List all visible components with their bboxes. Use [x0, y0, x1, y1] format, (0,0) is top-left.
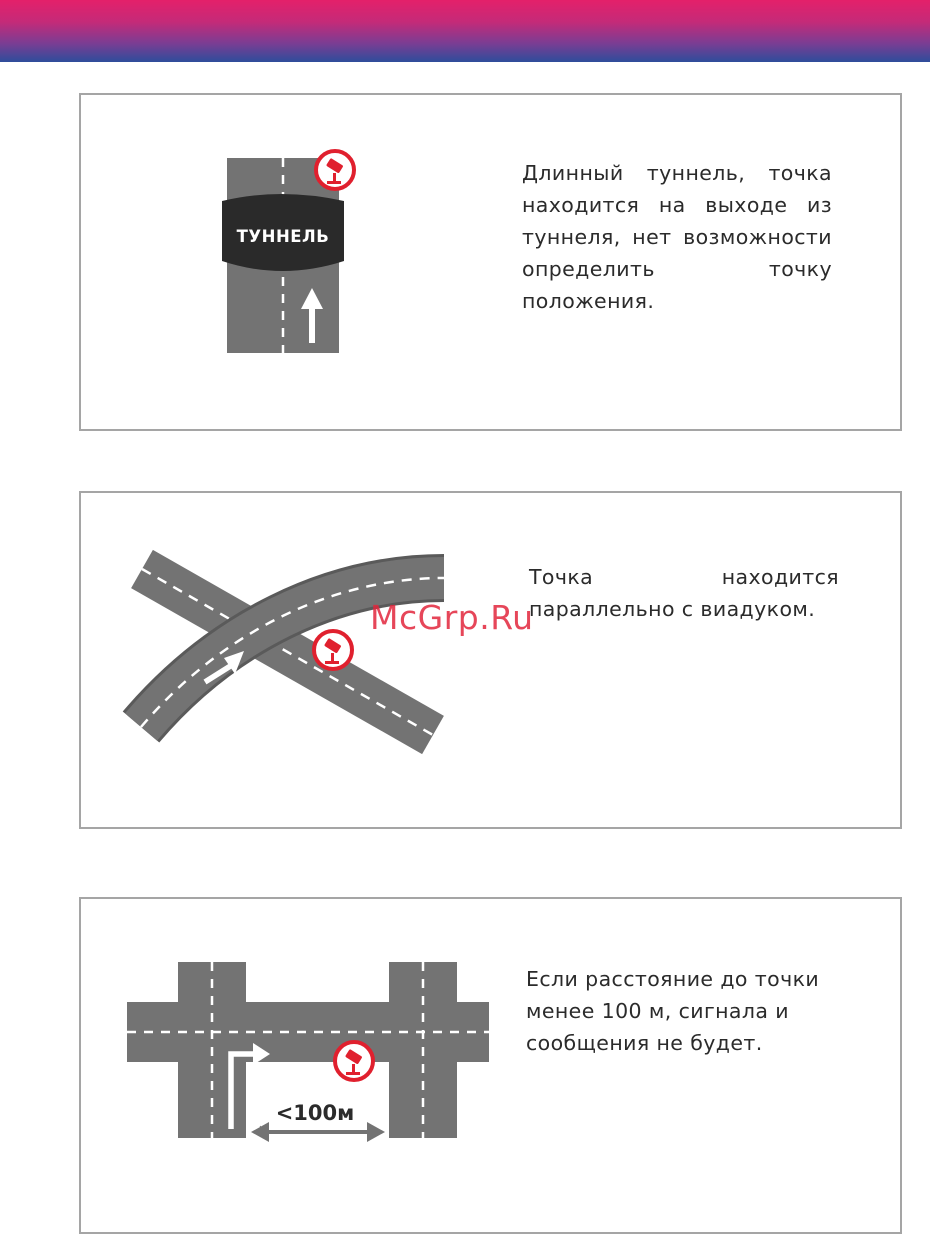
distance-label: <100м	[275, 1101, 355, 1125]
distance-illustration	[81, 899, 501, 1232]
tunnel-description: Длинный туннель, точка находится на выходе из туннеля, нет возможности определить точку положения.	[522, 161, 832, 313]
info-panel-tunnel	[79, 93, 902, 431]
watermark: McGrp.Ru	[370, 598, 534, 637]
tunnel-illustration	[81, 95, 501, 429]
speed-camera-icon	[314, 631, 352, 669]
speed-camera-icon	[316, 151, 354, 189]
info-panel-viaduct	[79, 491, 902, 829]
distance-description: Если расстояние до точки менее 100 м, сигнала и сообщения не будет.	[526, 967, 820, 1055]
header-gradient-band	[0, 0, 930, 62]
info-panel-distance	[79, 897, 902, 1234]
viaduct-description: Точка находится параллельно с виадуком.	[529, 565, 839, 621]
distance-arrow-icon	[251, 1122, 385, 1142]
tunnel-label: ТУННЕЛЬ	[236, 227, 330, 246]
speed-camera-icon	[335, 1042, 373, 1080]
viaduct-illustration	[81, 493, 501, 827]
